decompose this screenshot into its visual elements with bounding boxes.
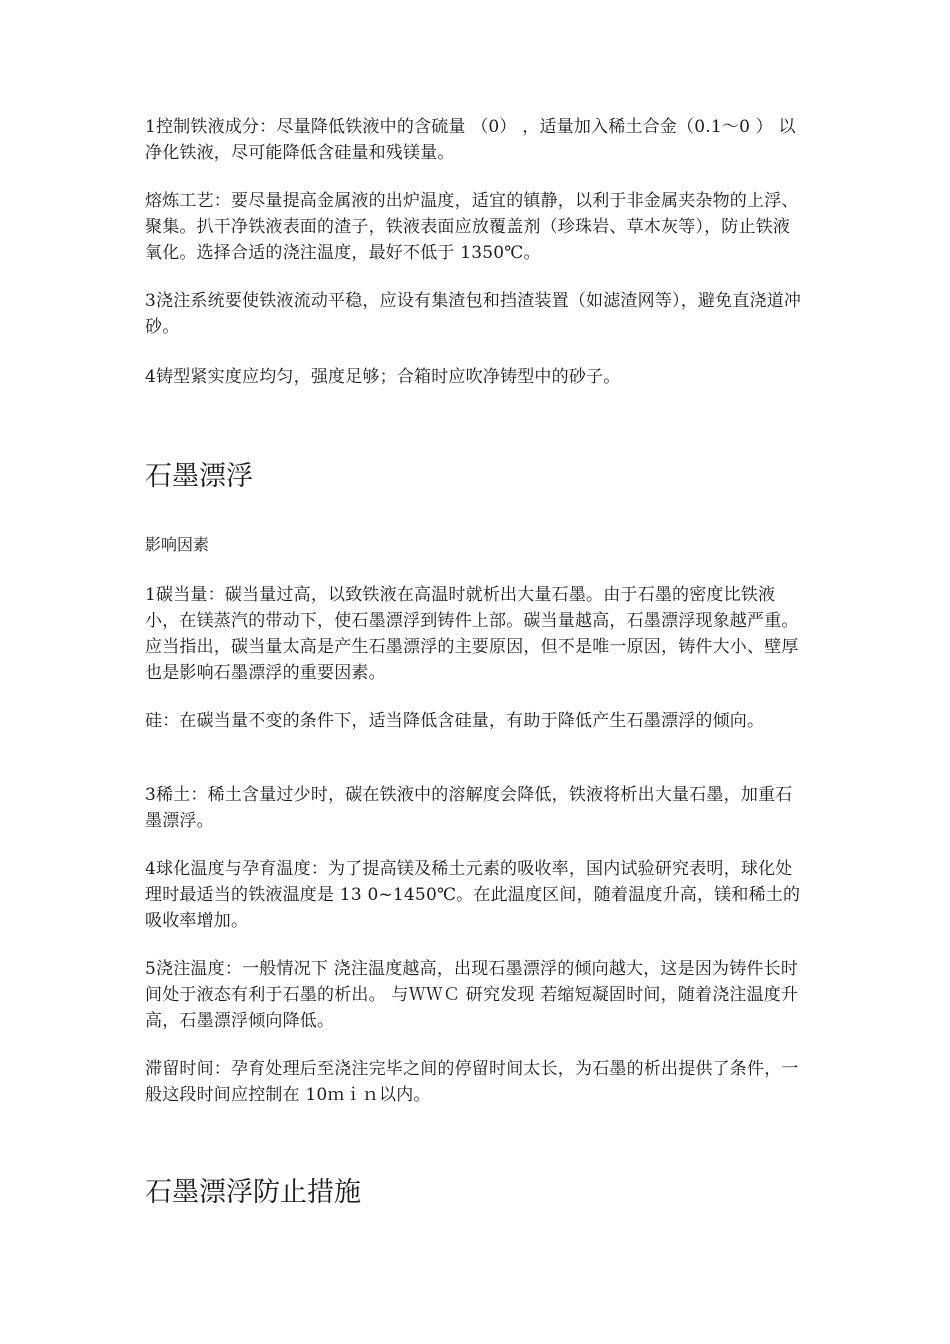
paragraph-spheroidizing-temperature: 4球化温度与孕育温度：为了提高镁及稀土元素的吸收率，国内试验研究表明，球化处理时最适当的铁液温度是 13 0~1450℃。在此温度区间，随着温度升高，镁和稀土的吸收率增加。 (145, 859, 801, 931)
subheading-influencing-factors: 影响因素 (145, 535, 210, 554)
paragraph-gating-system: 3浇注系统要使铁液流动平稳，应设有集渣包和挡渣装置（如滤渣网等），避免直浇道冲砂。 (145, 291, 802, 337)
section-heading-prevention-measures: 石墨漂浮防止措施 (145, 1177, 361, 1208)
paragraph-carbon-equivalent: 1碳当量：碳当量过高，以致铁液在高温时就析出大量石墨。由于石墨的密度比铁液小，在镁蒸汽的带动下，使石墨漂浮到铸件上部。碳当量越高，石墨漂浮现象越严重。应当指出，碳当量太高是产生石墨漂浮的主要原因，但不是唯一原因，铸件大小、壁厚也是影响石墨漂浮的重要因素。 (145, 585, 799, 683)
paragraph-holding-time: 滞留时间：孕育处理后至浇注完毕之间的停留时间太长，为石墨的析出提供了条件，一般这段时间应控制在 10ｍｉｎ以内。 (145, 1059, 799, 1105)
paragraph-melting-process: 熔炼工艺：要尽量提高金属液的出炉温度，适宜的镇静，以利于非金属夹杂物的上浮、聚集。扒干净铁液表面的渣子，铁液表面应放覆盖剂（珍珠岩、草木灰等），防止铁液氧化。选择合适的浇注温度，最好不低于 1350℃。 (145, 191, 799, 263)
paragraph-pouring-temperature: 5浇注温度：一般情况下 浇注温度越高，出现石墨漂浮的倾向越大，这是因为铸件长时间处于液态有利于石墨的析出。 与ＷＷＣ 研究发现 若缩短凝固时间，随着浇注温度升高，石墨漂浮倾向降低。 (145, 959, 799, 1031)
paragraph-mold-compaction: 4铸型紧实度应均匀，强度足够；合箱时应吹净铸型中的砂子。 (145, 367, 621, 387)
section-heading-graphite-flotation: 石墨漂浮 (145, 461, 253, 492)
paragraph-control-composition: 1控制铁液成分：尽量降低铁液中的含硫量 （0） ，适量加入稀土合金（0.1～0 ） 以净化铁液，尽可能降低含硅量和残镁量。 (145, 117, 796, 163)
paragraph-rare-earth: 3稀土：稀土含量过少时，碳在铁液中的溶解度会降低，铁液将析出大量石墨，加重石墨漂浮。 (145, 785, 793, 831)
paragraph-silicon: 硅：在碳当量不变的条件下，适当降低含硅量，有助于降低产生石墨漂浮的倾向。 (145, 711, 765, 731)
